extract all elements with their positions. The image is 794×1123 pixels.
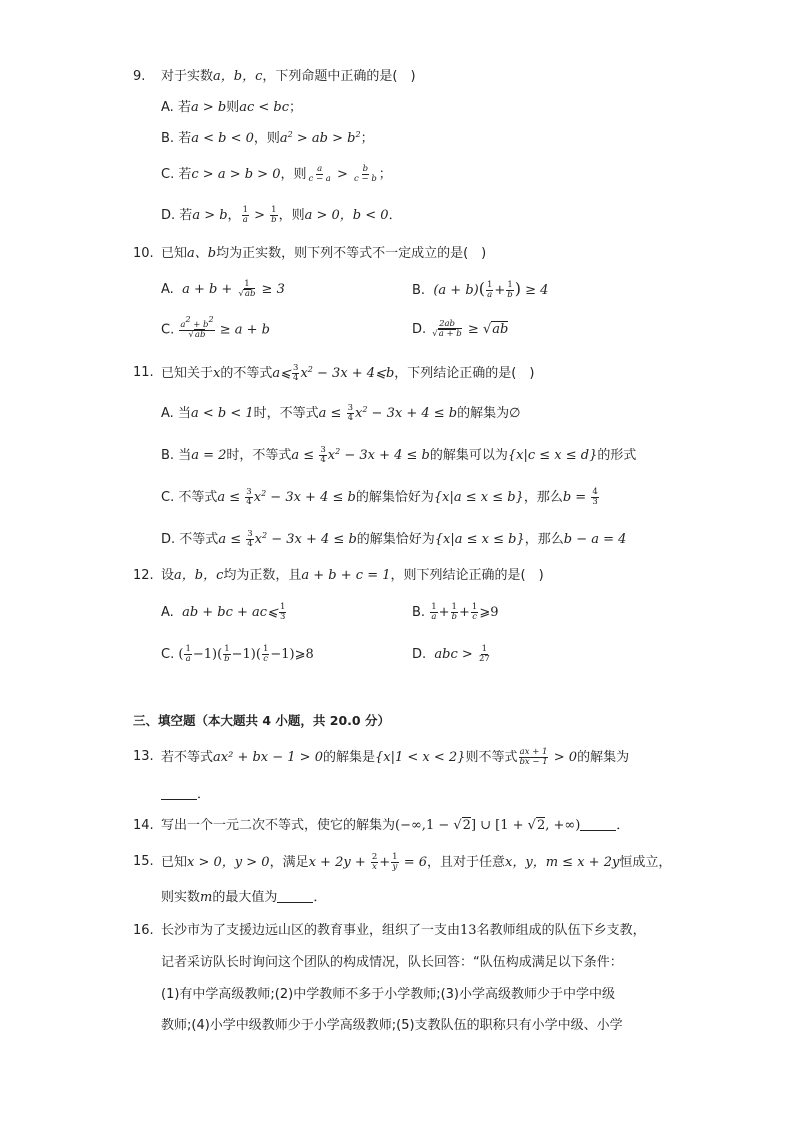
option-label: C. [161,322,175,338]
option-math: c > a > b > 0 [191,167,281,182]
option-math: {x|c ≤ x ≤ d} [507,448,598,463]
question-10-option-d: D. $\frac{2ab}{√a + b}$ ≥ √ab [412,319,509,339]
option-text: 的解集为 [457,406,510,421]
option-text: 的解集可以为 [429,448,508,463]
fraction: $\frac{2}{x}$ [371,852,378,872]
option-math: a < b < 0 [191,131,254,146]
question-9-stem [133,68,416,86]
option-label: B. [161,131,175,146]
stem-math: x，y，m ≤ x + 2y [505,855,620,870]
option-text: ，那么 [523,490,563,505]
stem-text: 的解集为 [577,750,630,765]
fraction: $\frac{1}{b}$ [224,644,230,664]
fraction: $\frac{1}{y}$ [392,852,398,872]
option-math: ac < bc [239,100,289,115]
option-text: 当 [178,448,192,463]
question-number: 12. [133,568,154,583]
option-text: 的解集恰好为 [356,532,435,547]
fraction: $\frac{3}{4}$ [246,487,252,507]
question-number: 10. [133,246,154,261]
stem-text: ，则下列结论正确的是( ) [390,568,544,583]
answer-blank[interactable] [161,787,197,800]
fraction: $\frac{3}{4}$ [293,363,299,383]
stem-math: a，b，c [213,69,263,84]
option-text: 则 [226,100,240,115]
question-number: 14. [133,818,154,833]
option-text: ，则 [280,167,307,182]
option-label: B. [412,283,426,298]
question-12-option-c: C. ( $\frac{1}{a}$ −1)( $\frac{1}{b}$ −1)( $\frac{1}{c}$ −1)⩾8 [161,644,314,664]
option-text: 的形式 [597,448,637,463]
option-math: a = 2 [191,448,227,463]
answer-blank[interactable] [277,890,313,903]
fraction: $\frac{1}{a}$ [242,205,248,225]
stem-text: 设 [161,568,175,583]
question-11-option-c: C. 不等式a ≤ $\frac{3}{4}$ $x^2 - 3x + 4 \le b$的解集恰好为{x|a ≤ x ≤ b}，那么b = $\frac{4}{3}$ [161,487,598,507]
option-math: a < b < 1 [190,406,254,421]
stem-text: 写出一个一元二次不等式，使它的解集为 [161,818,396,833]
stem-math: {x|1 < x < 2} [375,750,466,765]
stem-math: x > 0，y > 0 [187,855,270,870]
option-label: C. [161,647,175,662]
stem-text: 若不等式 [161,750,214,765]
question-12-option-b: B. $\frac{1}{a}$ + $\frac{1}{b}$ + $\frac{1}{c}$ ⩾9 [412,602,499,622]
option-label: D. [161,532,176,547]
stem-text: 均为正实数，则下列不等式不一定成立的是( ) [216,246,487,261]
section-heading: 三、填空题（本大题共 4 小题，共 20.0 分） [133,713,390,728]
question-16-line-4: 教师;(4)小学中级教师少于小学高级教师;(5)支教队伍的职称只有小学中级、小学 [161,1018,623,1033]
stem-text: 已知关于 [161,366,214,381]
question-11-option-a: A. 当a < b < 1时，不等式a ≤ $\frac{3}{4}$ $x^2 - 3x + 4 \le b$的解集为∅ [161,403,521,423]
stem-math: ax² + bx − 1 > 0 [213,750,323,765]
question-12-option-a: A. ab + bc + ac⩽ $\frac{1}{3}$ [161,602,286,622]
question-9-option-a [161,99,302,117]
question-16-line-2: 记者采访队长时询问这个团队的构成情况，队长回答：“队伍构成满足以下条件： [161,955,623,970]
option-label: C. [161,490,175,505]
question-number: 16. [133,923,154,938]
fraction: $\frac{b}{c - b}$ [354,164,377,184]
option-label: A. [161,605,174,620]
stem-text: ，且对于任意 [427,855,506,870]
fraction: $\frac{a}{c - a}$ [308,164,331,184]
fraction: $\frac{4}{3}$ [592,487,598,507]
question-number: 15. [133,854,154,869]
option-text: ． [388,208,402,223]
option-label: A. [161,282,174,297]
option-label: D. [412,647,427,662]
fraction: $\frac{1}{a}$ [486,280,493,300]
option-label: A. [161,100,174,115]
option-math: (a + b) [429,283,479,298]
question-number: 9. [133,69,146,84]
stem-text: 对于实数 [161,69,214,84]
stem-math: x [213,366,221,381]
question-15-stem: 15. 已知x > 0，y > 0，满足x + 2y + $\frac{2}{x}$ + $\frac{1}{y}$ = 6，且对于任意x，y，m ≤ x + 2y恒成立， [133,852,672,872]
fraction: $\frac{1}{a}$ [431,602,437,622]
option-math: $a^2$ > ab > $b^2$ [279,130,361,146]
option-label: D. [161,208,176,223]
answer-blank[interactable] [580,818,616,831]
option-text: 时，不等式 [253,406,319,421]
option-text: ； [289,100,303,115]
question-11-option-b: B. 当a = 2时，不等式a ≤ $\frac{3}{4}$ $x^2 - 3x + 4 \le b$的解集可以为{x|c ≤ x ≤ d}的形式 [161,445,637,465]
question-10-stem [133,245,487,263]
option-text: ； [378,167,392,182]
fraction: $\frac{2ab}{√a + b}$ [432,319,462,339]
fraction: $\frac{3}{4}$ [247,529,253,549]
stem-text: 恒成立， [619,855,672,870]
option-math: {x|a ≤ x ≤ b} [433,490,524,505]
stem-text: 均为正数，且 [223,568,302,583]
option-text: ，则 [253,131,280,146]
fraction: $\frac{1}{c}$ [471,602,478,622]
fraction: $\frac{3}{4}$ [347,403,353,423]
stem-text: 已知 [161,246,188,261]
fraction: $\frac{1}{b}$ [507,280,513,300]
empty-set-symbol: ∅ [509,406,521,421]
option-text: 的解集恰好为 [355,490,434,505]
option-math: a > 0，b < 0 [304,208,389,223]
option-label: A. [161,406,174,421]
option-label: B. [161,448,175,463]
question-9-option-c: C. 若c > a > b > 0，则 $\frac{a}{c - a}$ > $\frac{b}{c - b}$ ； [161,164,392,184]
fraction: $\frac{1}{b}$ [451,602,457,622]
option-math: a + b + [177,282,237,297]
question-12-option-d: D. abc > $\frac{1}{27}$ [412,644,490,664]
stem-math: a、b [187,246,217,261]
fraction: $\frac{1}{a}$ [185,644,191,664]
option-label: D. [412,322,427,337]
question-13-answer-line: ． [161,786,210,804]
option-text: ，那么 [524,532,564,547]
option-text: 若 [178,131,192,146]
option-text: 若 [178,167,192,182]
fraction: $\frac{ax + 1}{bx - 1}$ [519,747,548,767]
stem-text: 已知 [161,855,188,870]
question-14-stem: 14. 写出一个一元二次不等式，使它的解集为(−∞,1 − √2] ∪ [1 + √2, +∞) ． [133,818,630,833]
question-10-option-b: B. (a + b)( $\frac{1}{a}$ + $\frac{1}{b}$ ) ≥ 4 [412,279,549,300]
option-math: b − a = 4 [563,532,627,547]
stem-text: 的解集是 [322,750,375,765]
option-label: B. [412,605,426,620]
stem-text: ，下列结论正确的是( ) [394,366,535,381]
question-16-stem: 16. 长沙市为了支援边远山区的教育事业，组织了一支由13名教师组成的队伍下乡支教， [133,923,646,938]
fraction: $\frac{1}{b}$ [271,205,277,225]
option-text: 时，不等式 [226,448,292,463]
fraction: $\frac{a^2 + b^2}{√ab}$ [180,315,214,340]
question-number: 11. [133,365,154,380]
fraction: $\frac{1}{3}$ [279,602,286,622]
option-math: a > b [190,100,227,115]
stem-text: 则不等式 [465,750,518,765]
option-text: 当 [177,406,191,421]
question-10-option-c: C. $\frac{a^2 + b^2}{√ab}$ ≥ a + b [161,315,270,340]
question-10-option-a: A. a + b + $\frac{1}{√ab}$ ≥ 3 [161,279,285,299]
question-11-stem: 11. 已知关于x的不等式a⩽ $\frac{3}{4}$ $x^2 - 3x$ + 4⩽b，下列结论正确的是( ) [133,363,535,383]
option-text: ，则 [278,208,305,223]
option-text: 不等式 [178,490,218,505]
option-math: a > b [192,208,228,223]
stem-math: a，b，c [174,568,224,583]
option-text: ； [360,131,374,146]
question-9-option-b [161,130,374,148]
question-11-option-d: D. 不等式a ≤ $\frac{3}{4}$ $x^2 - 3x + 4 \le b$的解集恰好为{x|a ≤ x ≤ b}，那么b − a = 4 [161,529,627,549]
option-text: 若 [177,100,191,115]
question-15-line-2: 则实数m的最大值为 ． [161,890,327,905]
question-12-stem [133,567,544,585]
option-label: C. [161,167,175,182]
stem-text: 的不等式 [220,366,273,381]
question-16-line-3: (1)有中学高级教师;(2)中学教师不多于小学教师;(3)小学高级教师少于中学中级 [161,987,616,1002]
fraction: $\frac{1}{c}$ [262,644,269,664]
fraction: $\frac{3}{4}$ [320,445,326,465]
question-9-option-d: D. 若a > b， $\frac{1}{a}$ > $\frac{1}{b}$ ，则a > 0，b < 0． [161,205,402,225]
stem-text: ，下列命题中正确的是( ) [262,69,416,84]
fraction: $\frac{1}{√ab}$ [238,279,256,299]
option-text: 若 [179,208,193,223]
question-13-stem: 13. 若不等式ax² + bx − 1 > 0的解集是{x|1 < x < 2}则不等式 $\frac{ax + 1}{bx - 1}$ > 0的解集为 [133,747,630,767]
stem-text: ，满足 [269,855,309,870]
question-number: 13. [133,749,154,764]
fraction: $\frac{1}{27}$ [478,644,490,664]
option-math: {x|a ≤ x ≤ b} [434,532,525,547]
option-text: 不等式 [179,532,219,547]
stem-math: a + b + c = 1 [301,568,391,583]
